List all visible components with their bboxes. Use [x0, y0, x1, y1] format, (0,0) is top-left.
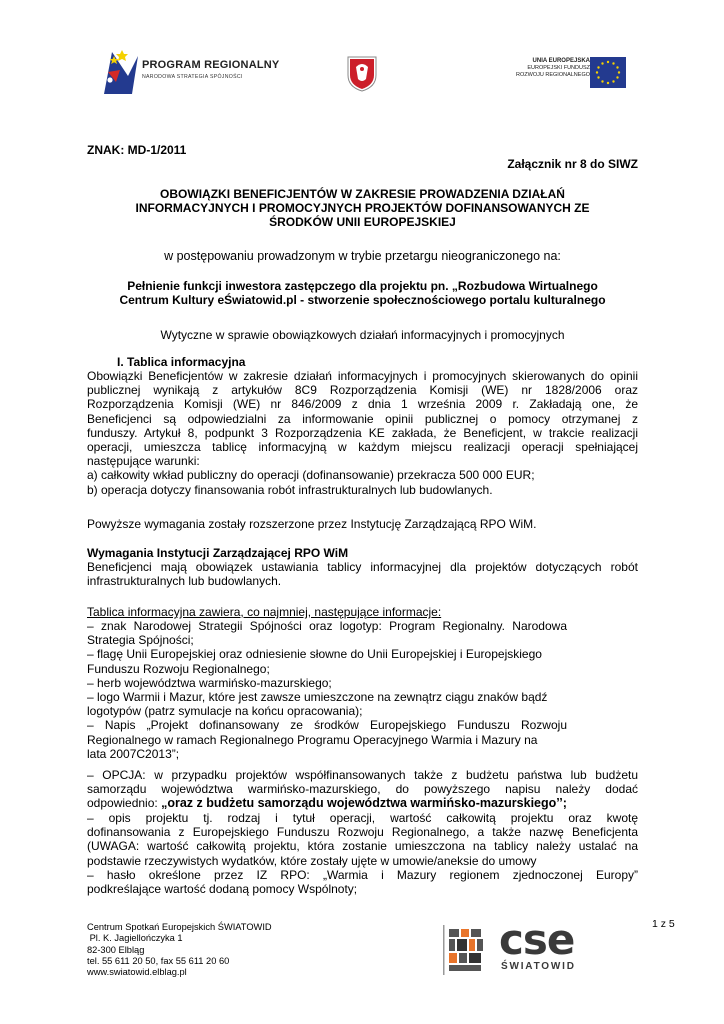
- eu-line-2: EUROPEJSKI FUNDUSZ: [527, 65, 590, 71]
- list-line: Funduszu Rozwoju Regionalnego;: [87, 661, 270, 676]
- list-line: – herb województwa warmińsko-mazurskiego;: [87, 675, 332, 690]
- desc-line: (UWAGA: wartość całkowitą projektu, która zostanie umieszczona na tablicy należy ustalać na: [87, 839, 638, 854]
- para-line: Rozporządzenia Komisji (WE) nr 846/2009 z dnia 1 września 2009 r. Zakładają one, że: [87, 397, 638, 412]
- para-line: a) całkowity wkład publiczny do operacji (dofinansowanie) przekracza 500 000 EUR;: [87, 468, 535, 483]
- list-line: – logo Warmii i Mazur, które jest zawsze umieszczone na zewnątrz ciągu znaków bądź: [87, 690, 548, 705]
- para-line: następujące warunki:: [87, 454, 200, 469]
- cse-swiatowid-logo: [443, 915, 603, 975]
- option-line: samorządu województwa warmińsko-mazurskiego, do powyższego napisu należy dodać: [87, 782, 638, 797]
- cse-subtitle: ŚWIATOWID: [501, 961, 576, 972]
- desc-line: – opis projektu tj. rodzaj i tytuł operacji, wartość całkowitą projektu oraz kwotę: [87, 811, 638, 825]
- program-regionalny-title: PROGRAM REGIONALNY: [142, 59, 280, 71]
- footer-website-link[interactable]: www.swiatowid.elblag.pl: [87, 967, 187, 978]
- paragraph-3: [87, 560, 638, 588]
- desc-line: podstawie rzeczywistych wydatków, które zostały ujęte w umowie/aneksie do umowy: [87, 853, 537, 868]
- para-line: Beneficjenci są odpowiedzialni za informowanie opinii publicznej o pomocy otrzymanej z: [87, 411, 638, 426]
- option-prefix: odpowiednio:: [87, 796, 162, 811]
- list-line: logotypów (patrz symulacje na końcu opracowania);: [87, 704, 363, 719]
- paragraph-2: Powyższe wymagania zostały rozszerzone przez Instytucję Zarządzającą RPO WiM.: [87, 517, 537, 531]
- footer-line: Centrum Spotkań Europejskich ŚWIATOWID: [87, 922, 272, 932]
- list-line: – znak Narodowej Strategii Spójności oraz logotyp: Program Regionalny. Narodowa: [87, 619, 567, 633]
- guidelines-heading: Wytyczne w sprawie obowiązkowych działań informacyjnych i promocyjnych: [160, 328, 565, 342]
- option-line: [87, 796, 638, 810]
- document-title: [87, 187, 638, 230]
- section-2-title: Wymagania Instytucji Zarządzającej RPO WiM: [87, 546, 349, 560]
- eu-flag-icon: [590, 57, 626, 88]
- list-line: lata 2007C2013”;: [87, 746, 180, 761]
- para-line: operacji, umieszcza tablicę informacyjną w każdym miejscu realizacji operacji spełniającej: [87, 440, 638, 455]
- document-code: ZNAK: MD-1/2011: [87, 143, 187, 157]
- option-line: – OPCJA: w przypadku projektów współfinansowanych także z budżetu państwa lub budżetu: [87, 768, 638, 782]
- section-1-title: I. Tablica informacyjna: [117, 355, 246, 369]
- list-line: – flagę Unii Europejskiej oraz odniesienie słowne do Unii Europejskiej i Europejskiego: [87, 647, 542, 662]
- desc-line: – hasło określone przez IZ RPO: „Warmia i Mazury regionem zjednoczonej Europy”: [87, 867, 638, 882]
- paragraph-1: [87, 369, 638, 497]
- page-number: 1 z 5: [652, 918, 675, 930]
- desc-line: podkreślające wartość dodaną pomocy Wspólnoty;: [87, 882, 358, 897]
- attachment-number: Załącznik nr 8 do SIWZ: [507, 157, 638, 171]
- option-bold-text: „oraz z budżetu samorządu województwa warmińsko-mazurskiego’’;: [161, 796, 567, 811]
- title-line: INFORMACYJNYCH I PROMOCYJNYCH PROJEKTÓW DOFINANSOWANYCH ZE: [135, 201, 590, 216]
- footer-line: 82-300 Elbląg: [87, 944, 145, 955]
- footer-address: [87, 922, 272, 978]
- para-line: Beneficjenci mają obowiązek ustawiania tablicy informacyjnej dla projektów dotyczących robót: [87, 560, 638, 574]
- footer-line: Pl. K. Jagiellończyka 1: [87, 933, 183, 944]
- program-regionalny-logo: [98, 46, 298, 96]
- program-regionalny-subtitle: NARODOWA STRATEGIA SPÓJNOŚCI: [142, 74, 243, 80]
- list-line: – Napis „Projekt dofinansowany ze środków Europejskiego Funduszu Rozwoju: [87, 718, 567, 733]
- project-line: Centrum Kultury eŚwiatowid.pl - stworzenie społecznościowego portalu kulturalnego: [119, 293, 606, 308]
- list-heading: Tablica informacyjna zawiera, co najmniej, następujące informacje:: [87, 605, 442, 619]
- para-line: publicznej wynikają z artykułów 8C9 Rozporządzenia Komisji (WE) nr 1828/2006 oraz: [87, 383, 638, 398]
- program-regionalny-emblem-icon: [98, 46, 142, 96]
- cse-emblem-icon: [443, 925, 497, 975]
- list-line: Regionalnego w ramach Regionalnego Programu Operacyjnego Warmia i Mazury na: [87, 732, 538, 747]
- procedure-text: w postępowaniu prowadzonym w trybie przetargu nieograniczonego na:: [164, 249, 561, 263]
- warmia-mazury-crest-icon: [346, 55, 378, 93]
- project-name: [87, 279, 638, 307]
- eu-line-3: ROZWOJU REGIONALNEGO: [516, 72, 590, 78]
- list-line: Strategia Spójności;: [87, 633, 194, 648]
- eu-line-1: UNIA EUROPEJSKA: [532, 58, 590, 64]
- para-line: funduszy. Artykuł 8, podpunkt 3 Rozporządzenia KE zakłada, że Beneficjent, w trakcie realizacji: [87, 425, 638, 440]
- para-line: infrastrukturalnych lub budowlanych.: [87, 574, 282, 589]
- para-line: b) operacja dotyczy finansowania robót infrastrukturalnych lub budowlanych.: [87, 482, 493, 497]
- eu-fund-label: [470, 58, 590, 79]
- footer-line: tel. 55 611 20 50, fax 55 611 20 60: [87, 955, 230, 966]
- option-paragraph: [87, 768, 638, 811]
- cse-wordmark: cse: [499, 915, 575, 964]
- desc-line: dofinansowania z Europejskiego Funduszu Rozwoju Regionalnego, a także nazwę Beneficjenta: [87, 825, 638, 840]
- description-paragraph: [87, 811, 638, 896]
- requirements-list: [87, 619, 567, 761]
- title-line: ŚRODKÓW UNII EUROPEJSKIEJ: [269, 215, 456, 230]
- project-line: Pełnienie funkcji inwestora zastępczego dla projektu pn. „Rozbudowa Wirtualnego: [127, 279, 598, 293]
- para-line: Obowiązki Beneficjentów w zakresie działań informacyjnych i promocyjnych skierowanych do opinii: [87, 369, 638, 383]
- title-line: OBOWIĄZKI BENEFICJENTÓW W ZAKRESIE PROWADZENIA DZIAŁAŃ: [160, 187, 565, 201]
